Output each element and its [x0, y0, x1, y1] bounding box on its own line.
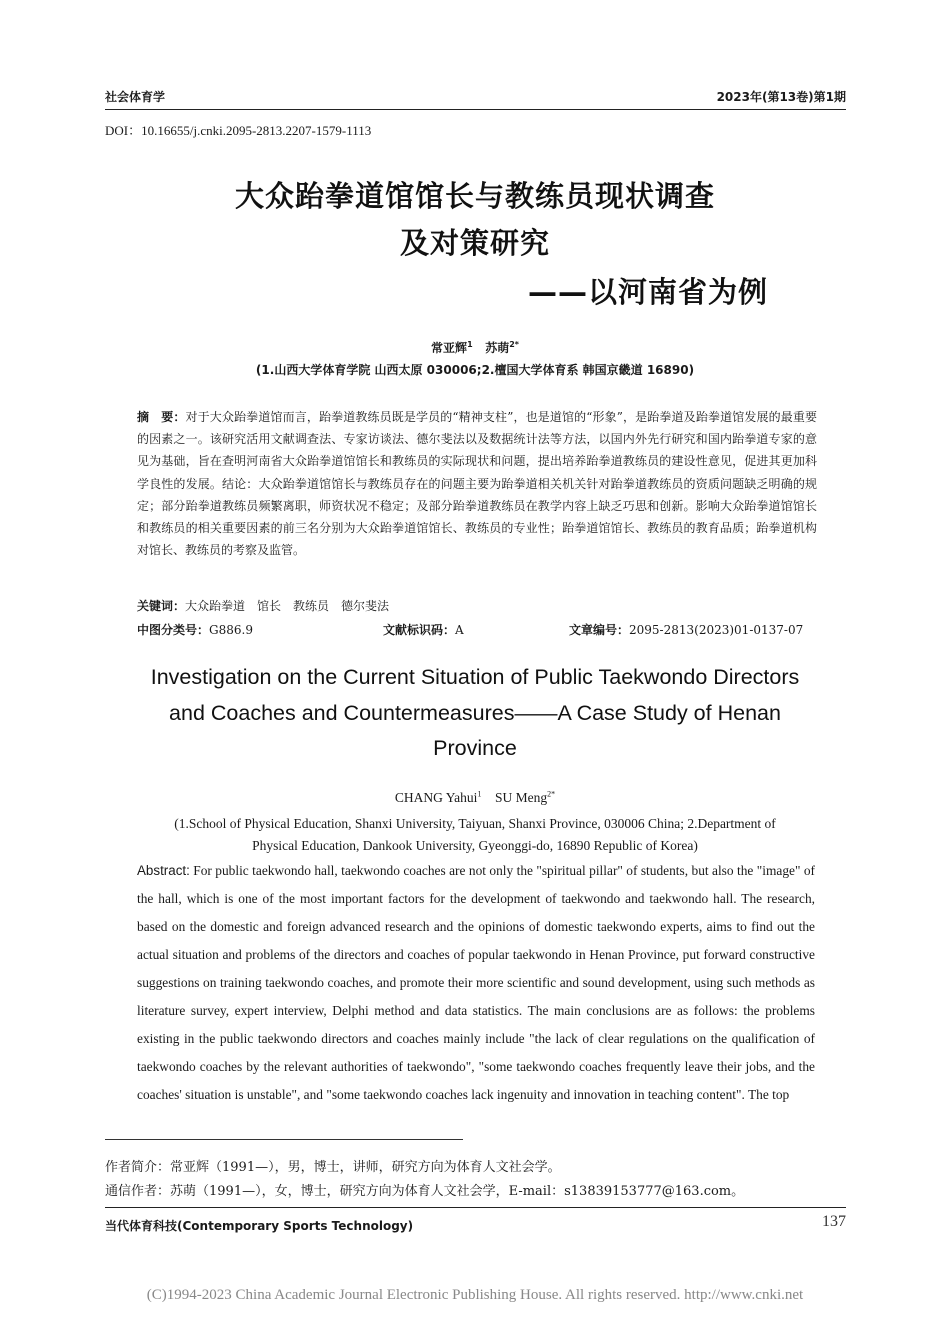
footer-divider — [105, 1207, 846, 1208]
affiliation-en-line-1: (1.School of Physical Education, Shanxi University, Taiyuan, Shanxi Province, 030006 China; 2.Department of — [174, 816, 776, 831]
clc-value: G886.9 — [209, 623, 253, 637]
abstract-en-text: For public taekwondo hall, taekwondo coaches are not only the "spiritual pillar" of students, but also the "image" of the hall, which is one of the most important factors for the development of taekwondo and taekwondo hall. The research, based on the domestic and foreign advanced research and the opinions of domestic taekwondo experts, aims to find out the actual situation and problems of the directors and coaches of popular taekwondo in Henan Province, put forward constructive suggestions on training taekwondo coaches, and promote their more scientific and sound development, using such methods as literature survey, expert interview, Delphi method and data statistics. The main conclusions are as follows: the problems existing in the public taekwondo directors and coaches mainly include "the lack of clear regulations on the qualification of taekwondo coaches by the relevant authorities of taekwondo", "some taekwondo coaches frequently leave their jobs, and the coaches' situation is unstable", and "some taekwondo coaches lack ingenuity and innovation in teaching content". The top — [137, 863, 815, 1102]
footnote-author-intro: 作者简介：常亚辉（1991—），男，博士，讲师，研究方向为体育人文社会学。 — [105, 1160, 561, 1175]
author-en-1: CHANG Yahui — [394, 790, 478, 805]
footnote-divider — [105, 1139, 463, 1140]
header-divider — [105, 109, 846, 110]
article-label: 文章编号： — [569, 623, 630, 637]
title-en-line-1: Investigation on the Current Situation of Public Taekwondo Directors — [150, 665, 800, 689]
clc-label: 中图分类号： — [137, 623, 210, 637]
title-line-1: 大众跆拳道馆馆长与教练员现状调查 — [234, 179, 715, 213]
page-number: 137 — [822, 1213, 846, 1230]
doc-value: A — [455, 623, 464, 637]
abstract-cn-label: 摘 要： — [137, 410, 186, 424]
footnote-corresponding: 通信作者：苏萌（1991—），女，博士，研究方向为体育人文社会学，E-mail：s13839153777@163.com。 — [105, 1184, 745, 1199]
keywords-label: 关键词： — [137, 599, 186, 613]
keywords — [137, 597, 389, 614]
doc-label: 文献标识码： — [383, 623, 456, 637]
abstract-en-label: Abstract: — [137, 863, 190, 878]
article-number — [569, 621, 803, 638]
keywords-text: 大众跆拳道 馆长 教练员 德尔斐法 — [185, 599, 390, 613]
author-1-sup: 1 — [467, 340, 473, 349]
article-value: 2095-2813(2023)01-0137-07 — [629, 623, 804, 637]
title-en-line-3: Province — [433, 736, 517, 760]
affiliation-en-line-2: Physical Education, Dankook University, Gyeonggi-do, 16890 Republic of Korea) — [252, 838, 698, 853]
title-en — [0, 660, 950, 767]
copyright-notice: (C)1994-2023 China Academic Journal Electronic Publishing House. All rights reserved. http://www.cnki.net — [146, 1287, 804, 1303]
author-2-sup: 2* — [509, 340, 519, 349]
abstract-cn — [137, 406, 817, 561]
doc-code — [383, 621, 464, 638]
clc-code — [137, 621, 253, 638]
author-2: 苏萌 — [485, 341, 510, 355]
affiliation-cn: (1.山西大学体育学院 山西太原 030006;2.檀国大学体育系 韩国京畿道 16890) — [255, 363, 695, 377]
author-en-2: SU Meng — [494, 790, 548, 805]
author-1: 常亚辉 — [431, 341, 468, 355]
journal-section: 社会体育学 — [105, 90, 166, 104]
footer-journal-name: 当代体育科技(Contemporary Sports Technology) — [105, 1219, 414, 1233]
authors-en — [0, 790, 950, 806]
author-en-1-sup: 1 — [477, 789, 482, 799]
author-en-2-sup: 2* — [547, 789, 556, 799]
title-line-2: 及对策研究 — [399, 226, 550, 260]
title-en-line-2: and Coaches and Countermeasures——A Case Study of Henan — [169, 700, 781, 725]
abstract-en — [137, 857, 815, 1109]
issue-label: 2023年(第13卷)第1期 — [716, 90, 846, 104]
title-subtitle: ——以河南省为例 — [528, 275, 769, 309]
affiliation-en — [0, 813, 950, 857]
doi: DOI：10.16655/j.cnki.2095-2813.2207-1579-1113 — [105, 123, 372, 138]
abstract-cn-text: 对于大众跆拳道馆而言，跆拳道教练员既是学员的“精神支柱”，也是道馆的“形象”，是跆拳道及跆拳道馆发展的最重要的因素之一。该研究活用文献调查法、专家访谈法、德尔斐法以及数据统计法等方法，以国内外先行研究和国内跆拳道专家的意见为基础，旨在查明河南省大众跆拳道馆馆长和教练员的实际现状和问题，提出培养跆拳道教练员的建设性意见，促进其更加科学良性的发展。结论：大众跆拳道馆馆长与教练员存在的问题主要为跆拳道相关机关针对跆拳道教练员的资质问题缺乏明确的规定；部分跆拳道教练员频繁离职，师资状况不稳定；及部分跆拳道教练员在教学内容上缺乏巧思和创新。影响大众跆拳道馆馆长和教练员的相关重要因素的前三名分别为大众跆拳道馆馆长、教练员的专业性；跆拳道馆馆长、教练员的教育品质；跆拳道机构对馆长、教练员的考察及监管。 — [137, 410, 817, 558]
authors-cn — [0, 339, 950, 356]
